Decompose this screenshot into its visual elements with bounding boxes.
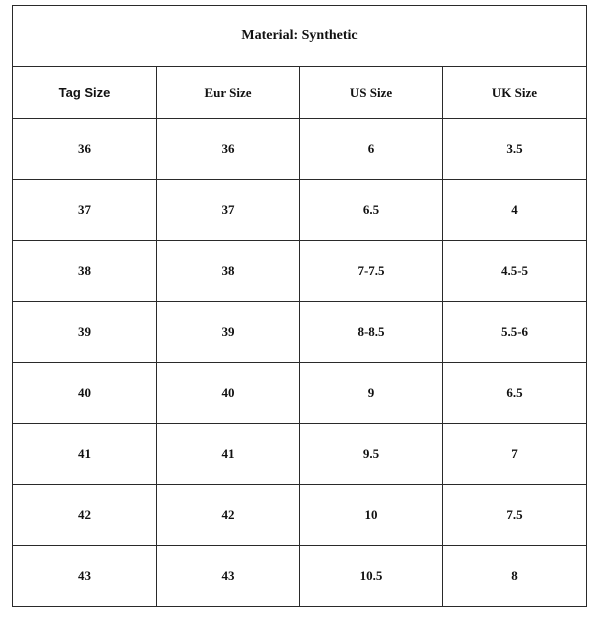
us-size-cell: 9 [300, 363, 443, 424]
table-row [13, 485, 587, 546]
uk-size-cell: 4.5-5 [443, 241, 587, 302]
us-size-cell: 10 [300, 485, 443, 546]
size-chart-table [12, 5, 587, 607]
us-size-cell: 6 [300, 119, 443, 180]
title-row [13, 6, 587, 67]
eur-size-cell: 37 [157, 180, 300, 241]
header-tag-size: Tag Size [13, 67, 157, 119]
eur-size-cell: 39 [157, 302, 300, 363]
tag-size-cell: 40 [13, 363, 157, 424]
eur-size-cell: 36 [157, 119, 300, 180]
uk-size-cell: 7 [443, 424, 587, 485]
uk-size-cell: 7.5 [443, 485, 587, 546]
tag-size-cell: 37 [13, 180, 157, 241]
tag-size-cell: 38 [13, 241, 157, 302]
eur-size-cell: 42 [157, 485, 300, 546]
us-size-cell: 9.5 [300, 424, 443, 485]
tag-size-cell: 42 [13, 485, 157, 546]
material-title: Material: Synthetic [13, 6, 587, 67]
uk-size-cell: 5.5-6 [443, 302, 587, 363]
table-row [13, 180, 587, 241]
uk-size-cell: 8 [443, 546, 587, 607]
us-size-cell: 8-8.5 [300, 302, 443, 363]
eur-size-cell: 40 [157, 363, 300, 424]
tag-size-cell: 39 [13, 302, 157, 363]
table-row [13, 363, 587, 424]
header-uk-size: UK Size [443, 67, 587, 119]
header-eur-size: Eur Size [157, 67, 300, 119]
table-row [13, 241, 587, 302]
eur-size-cell: 41 [157, 424, 300, 485]
table-row [13, 119, 587, 180]
header-row [13, 67, 587, 119]
uk-size-cell: 4 [443, 180, 587, 241]
us-size-cell: 6.5 [300, 180, 443, 241]
tag-size-cell: 41 [13, 424, 157, 485]
uk-size-cell: 6.5 [443, 363, 587, 424]
tag-size-cell: 36 [13, 119, 157, 180]
tag-size-cell: 43 [13, 546, 157, 607]
table-row [13, 302, 587, 363]
table-row [13, 546, 587, 607]
table-row [13, 424, 587, 485]
uk-size-cell: 3.5 [443, 119, 587, 180]
header-us-size: US Size [300, 67, 443, 119]
us-size-cell: 10.5 [300, 546, 443, 607]
eur-size-cell: 38 [157, 241, 300, 302]
us-size-cell: 7-7.5 [300, 241, 443, 302]
eur-size-cell: 43 [157, 546, 300, 607]
